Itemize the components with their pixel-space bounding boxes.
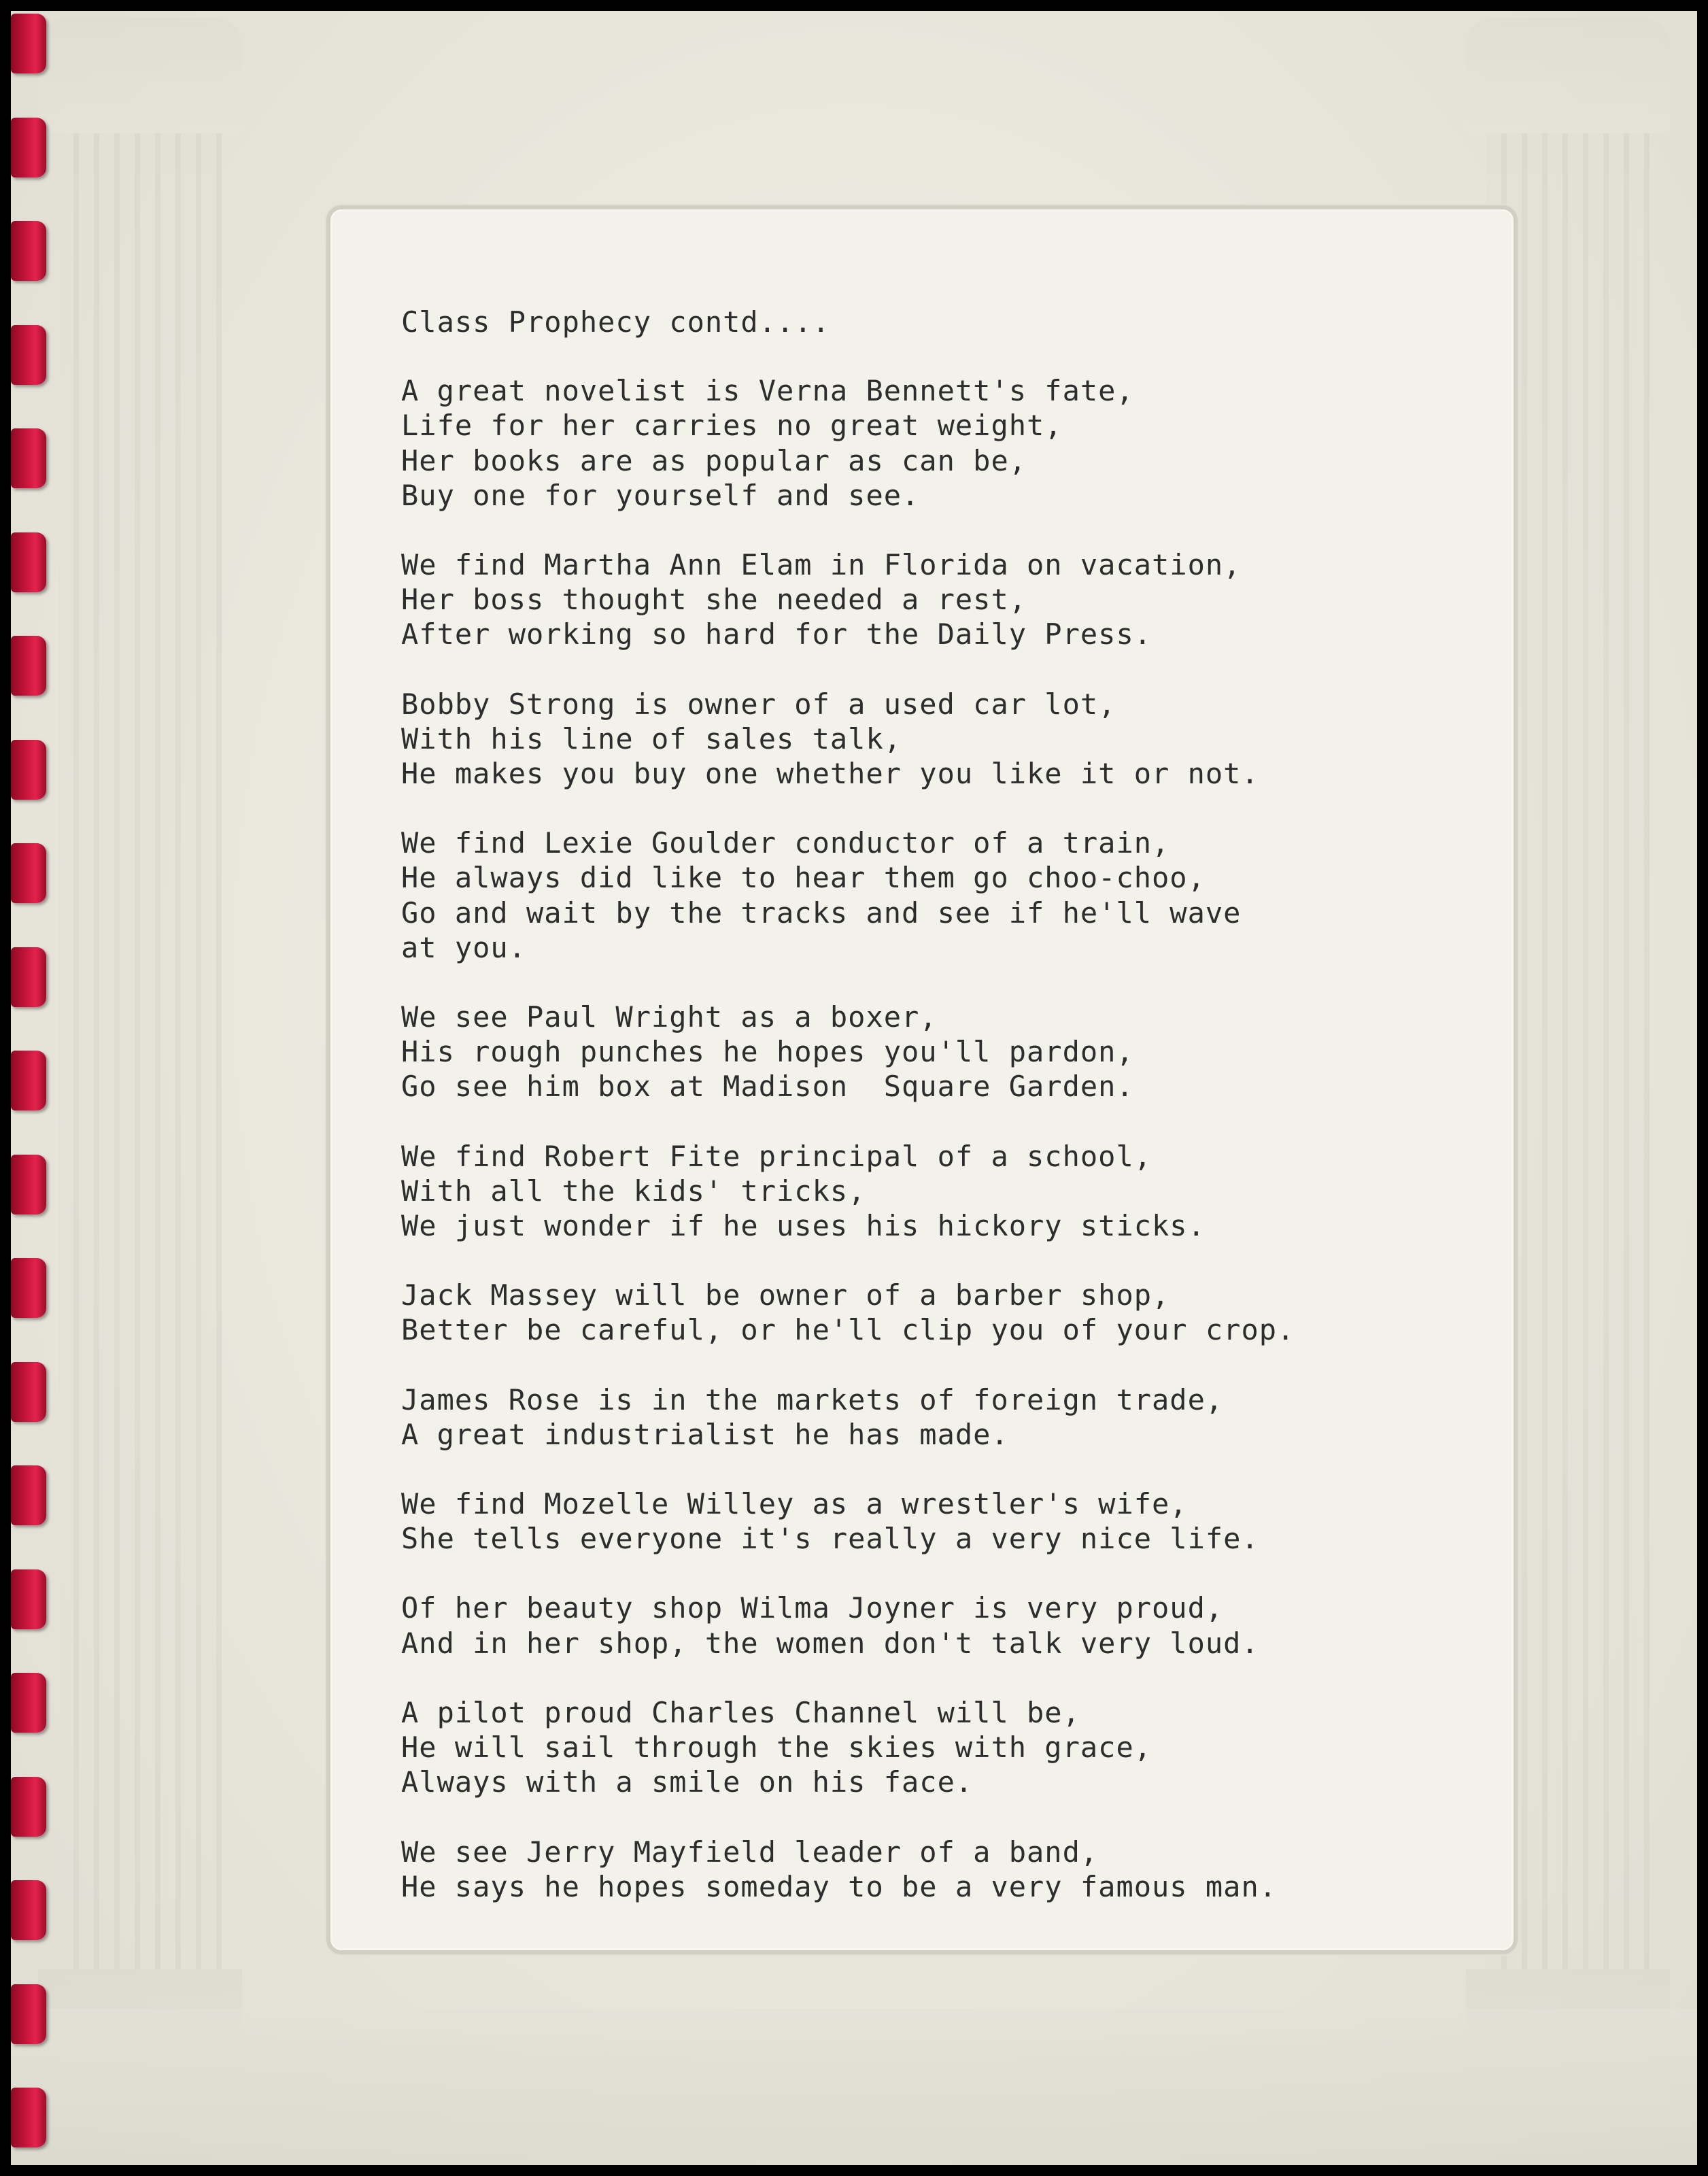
poem-line: Life for her carries no great weight, xyxy=(401,409,1063,443)
stanza xyxy=(401,1591,1489,1660)
poem-line: We find Lexie Goulder conductor of a train, xyxy=(401,826,1170,860)
poem-line: We find Martha Ann Elam in Florida on vacation, xyxy=(401,548,1242,582)
stanza xyxy=(401,687,1489,792)
poem-line: We find Mozelle Willey as a wrestler's wife, xyxy=(401,1487,1188,1521)
binding-ring xyxy=(11,1569,46,1629)
poem-line: We find Robert Fite principal of a school, xyxy=(401,1139,1152,1173)
binding-ring xyxy=(11,1984,46,2044)
poem-line: And in her shop, the women don't talk very loud. xyxy=(401,1626,1259,1660)
spiral-binding xyxy=(11,14,52,2162)
column-capital xyxy=(1466,18,1670,133)
binding-ring xyxy=(11,947,46,1007)
poem-line: Go see him box at Madison Square Garden. xyxy=(401,1070,1134,1104)
yearbook-page xyxy=(11,11,1697,2165)
binding-ring xyxy=(11,1465,46,1525)
poem-line: Better be careful, or he'll clip you of your crop. xyxy=(401,1313,1295,1347)
poem-line: He says he hopes someday to be a very famous man. xyxy=(401,1869,1278,1903)
stanza xyxy=(401,1486,1489,1556)
poem-line: She tells everyone it's really a very nice life. xyxy=(401,1522,1259,1556)
poem-line: Her books are as popular as can be, xyxy=(401,443,1027,477)
poem-line: We see Paul Wright as a boxer, xyxy=(401,1000,938,1034)
poem-line: Buy one for yourself and see. xyxy=(401,478,920,512)
binding-ring xyxy=(11,14,46,73)
poem-line: We see Jerry Mayfield leader of a band, xyxy=(401,1835,1099,1869)
stanza xyxy=(401,1382,1489,1452)
binding-ring xyxy=(11,2088,46,2147)
poem-line: Always with a smile on his face. xyxy=(401,1765,974,1799)
poem-line: A great novelist is Verna Bennett's fate, xyxy=(401,374,1134,408)
poem-line: With all the kids' tricks, xyxy=(401,1174,866,1208)
poem-line: With his line of sales talk, xyxy=(401,721,902,755)
stanza xyxy=(401,1835,1489,1904)
poem-line: A great industrialist he has made. xyxy=(401,1417,1009,1451)
poem-line: Go and wait by the tracks and see if he'll wave xyxy=(401,896,1242,930)
stanza xyxy=(401,826,1489,965)
poem-line: James Rose is in the markets of foreign trade, xyxy=(401,1382,1224,1416)
stanza xyxy=(401,373,1489,513)
binding-ring xyxy=(11,1362,46,1422)
stanza xyxy=(401,1139,1489,1244)
bottom-frieze-decoration xyxy=(11,2009,1697,2165)
binding-ring xyxy=(11,843,46,903)
column-capital xyxy=(38,18,242,133)
poem-line: He makes you buy one whether you like it or not. xyxy=(401,757,1259,791)
stanza xyxy=(401,1000,1489,1104)
binding-ring xyxy=(11,1880,46,1940)
binding-ring xyxy=(11,1673,46,1733)
binding-ring xyxy=(11,636,46,696)
poem-line: Her boss thought she needed a rest, xyxy=(401,583,1027,617)
binding-ring xyxy=(11,428,46,488)
column-shaft xyxy=(58,133,222,1969)
page-title: Class Prophecy contd.... xyxy=(401,305,830,339)
binding-ring xyxy=(11,118,46,177)
stanza xyxy=(401,1278,1489,1347)
poem-line: He will sail through the skies with grace, xyxy=(401,1731,1152,1765)
binding-ring xyxy=(11,1777,46,1837)
poem-text xyxy=(401,305,1489,1939)
binding-ring xyxy=(11,325,46,385)
poem-line: Bobby Strong is owner of a used car lot, xyxy=(401,687,1116,721)
binding-ring xyxy=(11,221,46,281)
stanza xyxy=(401,547,1489,652)
poem-line: at you. xyxy=(401,930,527,964)
binding-ring xyxy=(11,1051,46,1110)
binding-ring xyxy=(11,740,46,800)
poem-line: We just wonder if he uses his hickory sticks. xyxy=(401,1209,1206,1243)
binding-ring xyxy=(11,1258,46,1318)
poem-line: After working so hard for the Daily Press. xyxy=(401,617,1152,651)
poem-line: Of her beauty shop Wilma Joyner is very proud, xyxy=(401,1591,1224,1625)
poem-line: His rough punches he hopes you'll pardon, xyxy=(401,1035,1134,1069)
poem-line: He always did like to hear them go choo-choo, xyxy=(401,861,1206,895)
text-panel xyxy=(326,205,1518,1954)
binding-ring xyxy=(11,1155,46,1214)
poem-line: Jack Massey will be owner of a barber shop, xyxy=(401,1278,1170,1312)
stanza xyxy=(401,1695,1489,1800)
binding-ring xyxy=(11,532,46,592)
left-column-decoration xyxy=(38,11,242,2165)
poem-line: A pilot proud Charles Channel will be, xyxy=(401,1695,1080,1729)
